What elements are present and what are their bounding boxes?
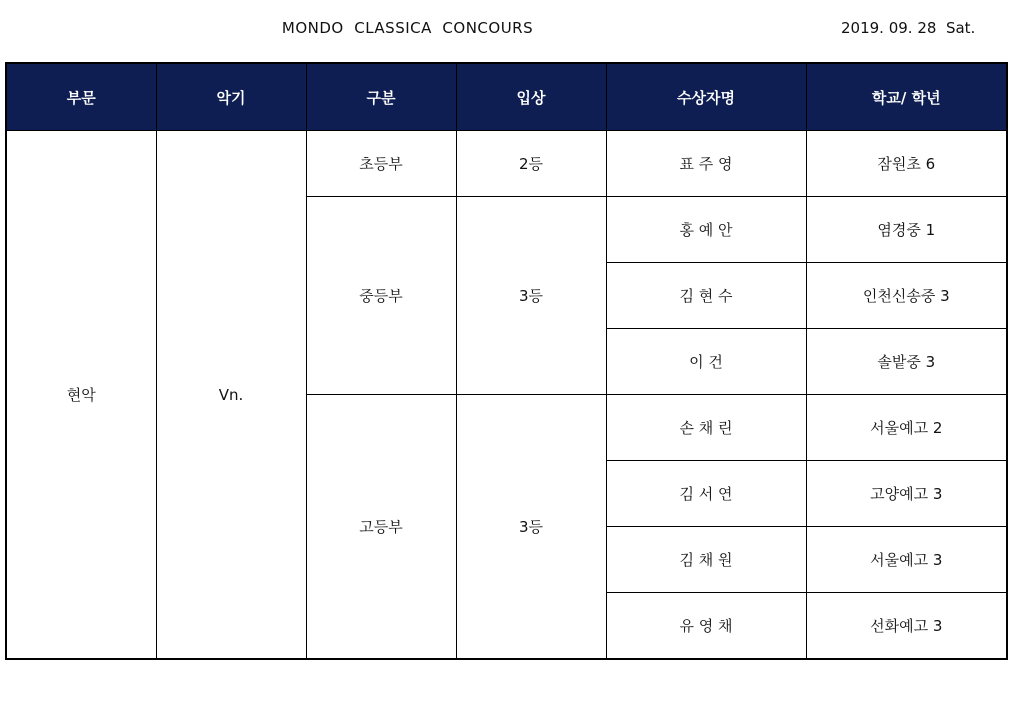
column-header-category: 구분 xyxy=(306,63,456,131)
category-cell: 초등부 xyxy=(306,131,456,197)
school-grade-cell: 고양예고 3 xyxy=(806,461,1007,527)
instrument-cell: Vn. xyxy=(156,131,306,660)
winner-name-cell: 김 채 원 xyxy=(606,527,806,593)
prize-cell: 2등 xyxy=(456,131,606,197)
prize-cell: 3등 xyxy=(456,395,606,660)
category-cell: 고등부 xyxy=(306,395,456,660)
event-date: 2019. 09. 28 Sat. xyxy=(841,19,976,37)
winner-name-cell: 손 채 린 xyxy=(606,395,806,461)
school-grade-cell: 염경중 1 xyxy=(806,197,1007,263)
category-cell: 중등부 xyxy=(306,197,456,395)
school-grade-cell: 서울예고 2 xyxy=(806,395,1007,461)
prize-cell: 3등 xyxy=(456,197,606,395)
winner-name-cell: 이 건 xyxy=(606,329,806,395)
school-grade-cell: 선화예고 3 xyxy=(806,593,1007,660)
winner-name-cell: 유 영 채 xyxy=(606,593,806,660)
school-grade-cell: 인천신송중 3 xyxy=(806,263,1007,329)
winner-name-cell: 김 현 수 xyxy=(606,263,806,329)
table-body xyxy=(6,131,1007,660)
school-grade-cell: 솔밭중 3 xyxy=(806,329,1007,395)
school-grade-cell: 서울예고 3 xyxy=(806,527,1007,593)
results-table xyxy=(5,62,1008,660)
header-row xyxy=(6,63,1007,131)
winner-name-cell: 표 주 영 xyxy=(606,131,806,197)
column-header-division: 부문 xyxy=(6,63,156,131)
school-grade-cell: 잠원초 6 xyxy=(806,131,1007,197)
page-title: MONDO CLASSICA CONCOURS xyxy=(281,19,534,37)
column-header-prize: 입상 xyxy=(456,63,606,131)
table-row xyxy=(6,131,1007,197)
division-cell: 현악 xyxy=(6,131,156,660)
column-header-instrument: 악기 xyxy=(156,63,306,131)
winner-name-cell: 김 서 연 xyxy=(606,461,806,527)
column-header-winner-name: 수상자명 xyxy=(606,63,806,131)
winner-name-cell: 홍 예 안 xyxy=(606,197,806,263)
table-header xyxy=(6,63,1007,131)
column-header-school-grade: 학교/ 학년 xyxy=(806,63,1007,131)
